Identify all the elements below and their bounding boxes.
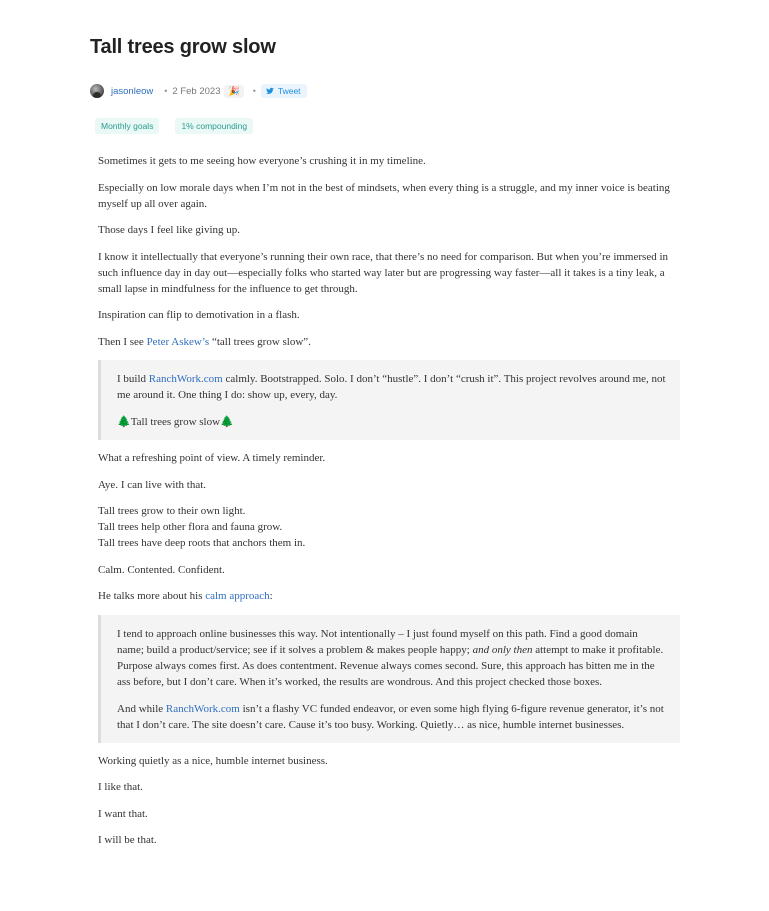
post-title: Tall trees grow slow — [90, 36, 276, 58]
tweet-label: Tweet — [277, 86, 301, 96]
text: He talks more about his — [98, 590, 206, 602]
tag-monthly-goals[interactable]: Monthly goals — [95, 118, 159, 134]
ranchwork-link[interactable]: RanchWork.com — [165, 702, 240, 715]
text: attempt to make it profitable. Purpose always comes first. As does contentment. Revenue always comes second. Sure, this approach has bitten me in the ass before, but I don’t care. When it’s worked, the results are wondrous. And this project checked those boxes. — [117, 643, 664, 688]
text: I tend to approach online businesses this way. Not intentionally – I just found myself on this path. Find a good domain name; build a product/service; see if it solves a problem & makes people happy; — [117, 627, 638, 656]
post-date: 2 Feb 2023 — [172, 85, 221, 97]
text: I build — [117, 373, 149, 385]
author-link[interactable]: jasonleow — [111, 85, 154, 97]
text: calmly. Bootstrapped. Solo. I don’t “hustle”. I don’t “crush it”. This project revolves around me, not me around it. One thing I do: show up, every, day. — [117, 373, 666, 401]
quote-paragraph: 🌲Tall trees grow slow🌲 — [117, 416, 234, 428]
tag-compounding[interactable]: 1% compounding — [175, 118, 253, 134]
line: Tall trees grow to their own light. — [98, 505, 246, 517]
text: “tall trees grow slow”. — [209, 335, 311, 348]
emphasis: and only then — [472, 643, 533, 656]
ranchwork-link[interactable]: RanchWork.com — [148, 373, 223, 385]
meta-separator: • — [252, 86, 256, 96]
paragraph: Those days I feel like giving up. — [98, 224, 241, 236]
text: And while — [117, 702, 166, 715]
paragraph: I like that. — [98, 781, 143, 793]
paragraph: Especially on low morale days when I’m not in the best of mindsets, when every thing is a struggle, and my inner voice is beating myself up all over again. — [98, 181, 670, 210]
quote-paragraph — [117, 701, 666, 733]
post-meta — [90, 84, 307, 98]
paragraph: Inspiration can flip to demotivation in a flash. — [98, 309, 300, 321]
paragraph: What a refreshing point of view. A timely reminder. — [98, 452, 326, 464]
blockquote — [98, 615, 680, 743]
paragraph: Aye. I can live with that. — [98, 478, 207, 491]
tag-list — [95, 118, 269, 134]
peter-askew-link[interactable]: Peter Askew’s — [146, 335, 210, 348]
line: Tall trees help other flora and fauna grow. — [98, 521, 283, 533]
quote-paragraph — [117, 626, 666, 690]
party-emoji-button[interactable]: 🎉 — [224, 85, 243, 98]
paragraph — [98, 588, 680, 604]
paragraph: I will be that. — [98, 834, 157, 846]
tweet-button[interactable] — [261, 84, 307, 98]
text: Then I see — [98, 335, 147, 348]
paragraph: Sometimes it gets to me seeing how everyone’s crushing it in my timeline. — [98, 155, 426, 167]
paragraph: Calm. Contented. Confident. — [98, 563, 225, 576]
paragraph: I want that. — [98, 807, 148, 820]
blockquote — [98, 360, 680, 440]
paragraph: Working quietly as a nice, humble internet business. — [98, 754, 328, 767]
paragraph — [98, 334, 680, 350]
post-body — [98, 153, 680, 859]
paragraph: I know it intellectually that everyone’s running their own race, that there’s no need for comparison. But when you’re immersed in such influence day in day out—especially folks who started way later but are progressing way faster—all it takes is a tiny leak, a small lapse in mindfulness for the influence to get through. — [98, 250, 669, 295]
text: isn’t a flashy VC funded endeavor, or even some high flying 6-figure revenue generator, it’s not that I don’t care. The site doesn’t care. Cause it’s too busy. Working. Quietly… as nice, humble internet businesses. — [117, 702, 664, 731]
quote-paragraph — [117, 371, 666, 403]
text: : — [269, 590, 273, 602]
paragraph — [98, 503, 680, 551]
line: Tall trees have deep roots that anchors them in. — [98, 537, 306, 549]
author-avatar[interactable] — [90, 84, 104, 98]
twitter-bird-icon — [266, 87, 274, 95]
meta-separator: • — [164, 86, 168, 96]
calm-approach-link[interactable]: calm approach — [205, 590, 270, 602]
